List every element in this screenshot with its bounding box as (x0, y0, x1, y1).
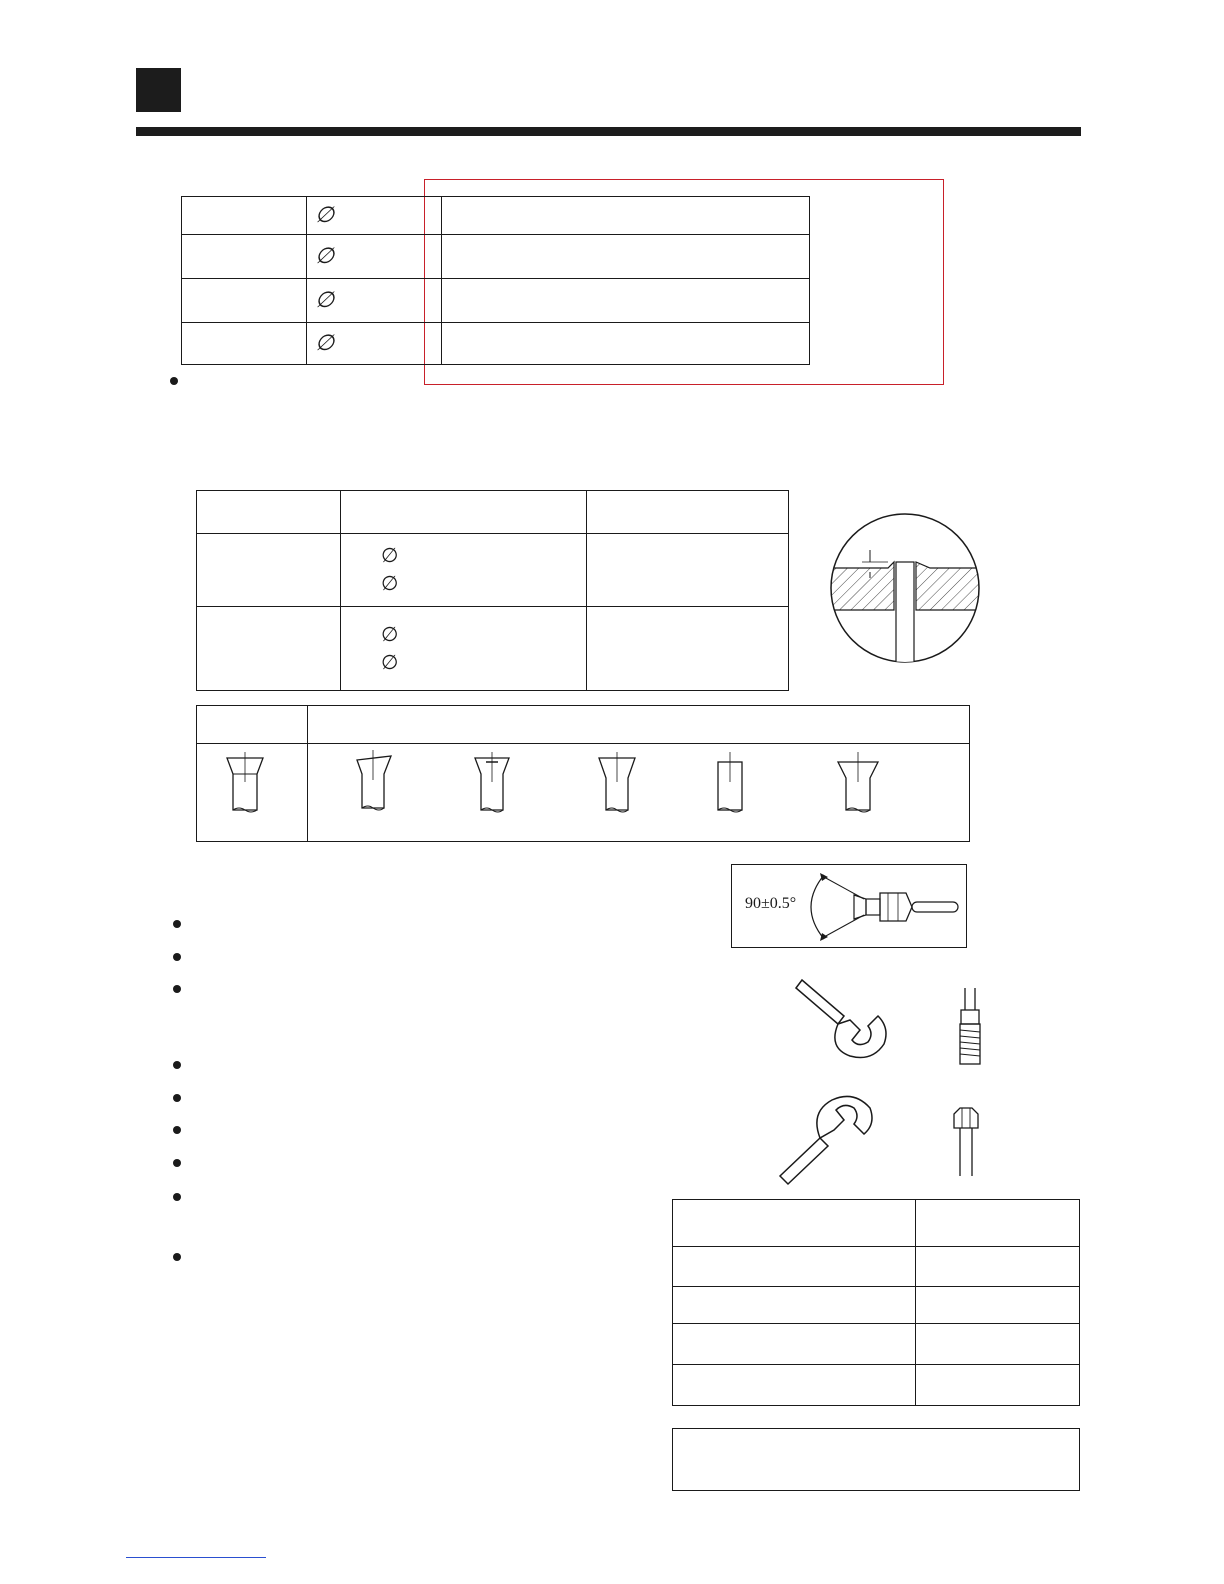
bullet-dot-icon (173, 1159, 181, 1167)
table-cell (341, 491, 587, 534)
table-cell (673, 1200, 916, 1247)
flare-dimension-table (196, 490, 789, 691)
table-cell (587, 491, 789, 534)
table-cell (587, 607, 789, 691)
diameter-symbol: ∅ (315, 287, 335, 312)
bullet-dot-icon (173, 1253, 181, 1261)
diameter-symbol: ∅ (381, 623, 399, 646)
table-cell (197, 534, 341, 607)
note-box (672, 1428, 1080, 1491)
table-cell (307, 197, 442, 235)
torque-table (672, 1199, 1080, 1406)
table-cell (442, 279, 810, 323)
bullet-dot-icon (173, 1126, 181, 1134)
flare-nut-icon (955, 988, 985, 1068)
table-cell (442, 197, 810, 235)
table-cell (442, 323, 810, 365)
table-cell (673, 1287, 916, 1324)
table-cell (673, 1247, 916, 1287)
flared-pipe-icon (836, 752, 880, 814)
flared-pipe-icon (472, 752, 512, 814)
table-cell (916, 1247, 1080, 1287)
diameter-symbol: ∅ (315, 243, 335, 268)
table-cell (182, 279, 307, 323)
table-cell (442, 235, 810, 279)
bullet-dot-icon (173, 1061, 181, 1069)
diameter-symbol: ∅ (315, 202, 335, 227)
wrench-icon (792, 968, 892, 1064)
wrench-icon (776, 1090, 880, 1190)
bullet-dot-icon (173, 1193, 181, 1201)
flare-cross-section-icon (826, 510, 984, 666)
bullet-dot-icon (173, 920, 181, 928)
table-cell (307, 279, 442, 323)
flared-pipe-icon (712, 752, 748, 814)
table-cell (916, 1365, 1080, 1406)
flared-pipe-icon (225, 752, 265, 814)
table-cell (341, 534, 587, 607)
table-cell (182, 235, 307, 279)
diameter-symbol: ∅ (381, 573, 399, 595)
pipe-size-table (181, 196, 810, 365)
bullet-dot-icon (173, 985, 181, 993)
diameter-symbol: ∅ (381, 545, 399, 567)
flare-angle-label: 90±0.5° (745, 895, 797, 912)
table-cell (182, 323, 307, 365)
table-cell (916, 1200, 1080, 1247)
table-cell (182, 197, 307, 235)
table-cell (916, 1287, 1080, 1324)
bullet-dot-icon (173, 953, 181, 961)
table-cell (673, 1324, 916, 1365)
flare-nut-icon (950, 1106, 982, 1178)
table-cell (308, 706, 970, 744)
bullet-dot-icon (170, 377, 178, 385)
table-cell (673, 1365, 916, 1406)
table-cell (307, 323, 442, 365)
table-cell (916, 1324, 1080, 1365)
table-cell (307, 235, 442, 279)
table-cell (197, 491, 341, 534)
table-cell (341, 607, 587, 691)
table-cell (197, 706, 308, 744)
bullet-dot-icon (173, 1094, 181, 1102)
diameter-symbol: ∅ (315, 330, 335, 355)
flared-pipe-icon (354, 750, 394, 812)
diameter-symbol: ∅ (381, 651, 399, 674)
table-cell (197, 607, 341, 691)
header-rule (136, 127, 1081, 136)
section-marker-square (136, 68, 181, 112)
flared-pipe-icon (597, 752, 637, 814)
footer-link-underline[interactable] (126, 1557, 266, 1558)
flare-nut-icon (802, 869, 962, 945)
table-cell (587, 534, 789, 607)
flare-angle-figure (731, 864, 967, 948)
